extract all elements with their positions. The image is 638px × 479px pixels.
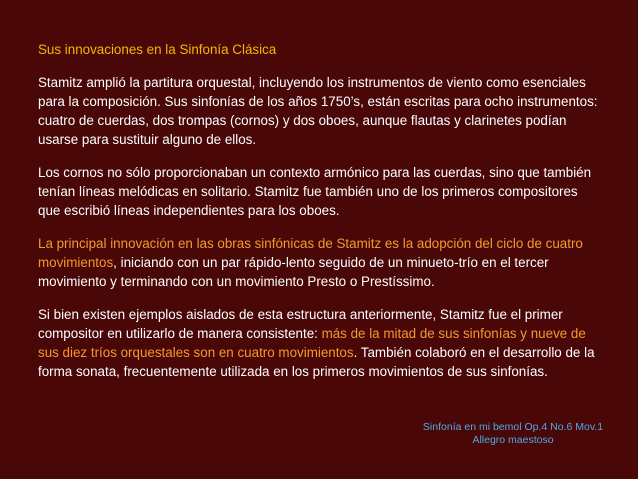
paragraph-four-movements (38, 234, 598, 291)
highlight-four-movement-cycle: La principal innovación en las obras sinfónicas de Stamitz es la adopción del ciclo de cuatro movimientos (38, 236, 583, 270)
paragraph-consistency (38, 305, 598, 381)
paragraph-orchestration: Stamitz amplió la partitura orquestal, incluyendo los instrumentos de viento como esenciales para la composición. Sus sinfonías de los años 1750’s, están escritas para ocho instrumentos: cuatro de cuerdas, dos trompas (cornos) y dos oboes, aunque flautas y clarinetes podían usarse para sustituir alguno de ellos. (38, 75, 598, 147)
slide-content (38, 40, 598, 395)
slide-title: Sus innovaciones en la Sinfonía Clásica (38, 42, 277, 57)
audio-credit[interactable] (408, 421, 618, 447)
paragraph-consistency-before: Si bien existen ejemplos aislados de esta estructura anteriormente, Stamitz fue el primer compositor en utilizarlo de manera consistente: (38, 307, 563, 341)
audio-credit-movement: Allegro maestoso (472, 434, 554, 446)
audio-credit-title: Sinfonía en mi bemol Op.4 No.6 Mov.1 (422, 421, 604, 433)
paragraph-four-movements-rest: , iniciando con un par rápido-lento seguido de un minueto-trío en el tercer movimiento y terminando con un movimiento Presto o Prestíssimo. (38, 255, 549, 289)
highlight-symphonies-trios: más de la mitad de sus sinfonías y nueve de sus diez tríos orquestales son en cuatro movimientos (38, 326, 586, 360)
paragraph-horns-oboes: Los cornos no sólo proporcionaban un contexto armónico para las cuerdas, sino que también tenían líneas melódicas en solitario. Stamitz fue también uno de los primeros compositores que escribió líneas independientes para los oboes. (38, 165, 592, 218)
paragraph-consistency-after: . También colaboró en el desarrollo de la forma sonata, frecuentemente utilizada en los primeros movimientos de sus sinfonías. (38, 345, 595, 379)
